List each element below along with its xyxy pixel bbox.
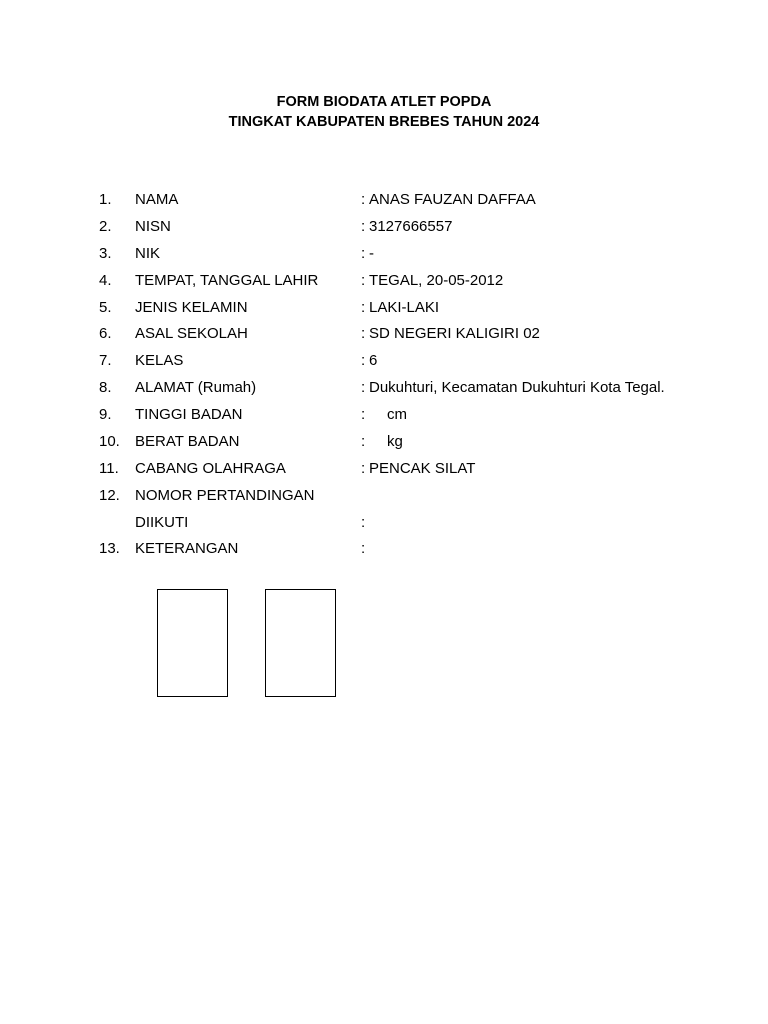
field-number: 13. (99, 540, 120, 557)
field-row (0, 540, 768, 566)
field-label: NIK (135, 245, 161, 262)
field-label: NISN (135, 218, 171, 235)
field-row (0, 487, 768, 513)
field-value: LAKI-LAKI (369, 299, 440, 316)
field-row (0, 352, 768, 378)
field-label: TINGGI BADAN (135, 406, 243, 423)
field-row (0, 379, 768, 405)
field-row (0, 191, 768, 217)
photo-box-left (157, 589, 228, 697)
field-number: 2. (99, 218, 112, 235)
field-colon: : (361, 460, 366, 477)
field-label: CABANG OLAHRAGA (135, 460, 286, 477)
field-number: 5. (99, 299, 112, 316)
field-row (0, 272, 768, 298)
field-colon: : (361, 352, 366, 369)
field-colon: : (361, 191, 366, 208)
field-label: NOMOR PERTANDINGAN (135, 487, 315, 504)
field-colon: : (361, 218, 366, 235)
field-number: 8. (99, 379, 112, 396)
field-label: KETERANGAN (135, 540, 239, 557)
field-number: 6. (99, 325, 112, 342)
field-value: Dukuhturi, Kecamatan Dukuhturi Kota Tegal. (369, 379, 665, 396)
field-colon: : (361, 325, 366, 342)
form-title-line2: TINGKAT KABUPATEN BREBES TAHUN 2024 (228, 114, 540, 130)
form-title-line1: FORM BIODATA ATLET POPDA (276, 94, 492, 110)
field-number: 4. (99, 272, 112, 289)
field-colon: : (361, 406, 366, 423)
field-row (0, 299, 768, 325)
field-colon: : (361, 540, 366, 557)
field-number: 11. (99, 460, 119, 477)
field-row (0, 325, 768, 351)
field-value: PENCAK SILAT (369, 460, 476, 477)
field-colon: : (361, 433, 366, 450)
field-colon: : (361, 379, 366, 396)
field-unit: kg (387, 433, 403, 450)
field-label: ALAMAT (Rumah) (135, 379, 257, 396)
field-row (0, 514, 768, 540)
field-number: 7. (99, 352, 112, 369)
field-colon: : (361, 272, 366, 289)
field-value: - (369, 245, 374, 262)
field-row (0, 406, 768, 432)
field-label: TEMPAT, TANGGAL LAHIR (135, 272, 319, 289)
field-number: 12. (99, 487, 120, 504)
field-row (0, 433, 768, 459)
field-number: 3. (99, 245, 112, 262)
field-row (0, 460, 768, 486)
field-number: 10. (99, 433, 120, 450)
field-value: SD NEGERI KALIGIRI 02 (369, 325, 540, 342)
field-row (0, 218, 768, 244)
field-unit: cm (387, 406, 407, 423)
field-row (0, 245, 768, 271)
field-label: KELAS (135, 352, 184, 369)
field-value: TEGAL, 20-05-2012 (369, 272, 504, 289)
field-value: 3127666557 (369, 218, 453, 235)
field-label: BERAT BADAN (135, 433, 240, 450)
field-colon: : (361, 514, 366, 531)
field-label: NAMA (135, 191, 179, 208)
field-label: JENIS KELAMIN (135, 299, 248, 316)
field-number: 9. (99, 406, 112, 423)
field-colon: : (361, 245, 366, 262)
photo-box-right (265, 589, 336, 697)
field-number: 1. (99, 191, 112, 208)
field-value: ANAS FAUZAN DAFFAA (369, 191, 536, 208)
field-label: DIIKUTI (135, 514, 189, 531)
field-colon: : (361, 299, 366, 316)
field-value: 6 (369, 352, 378, 369)
field-label: ASAL SEKOLAH (135, 325, 248, 342)
